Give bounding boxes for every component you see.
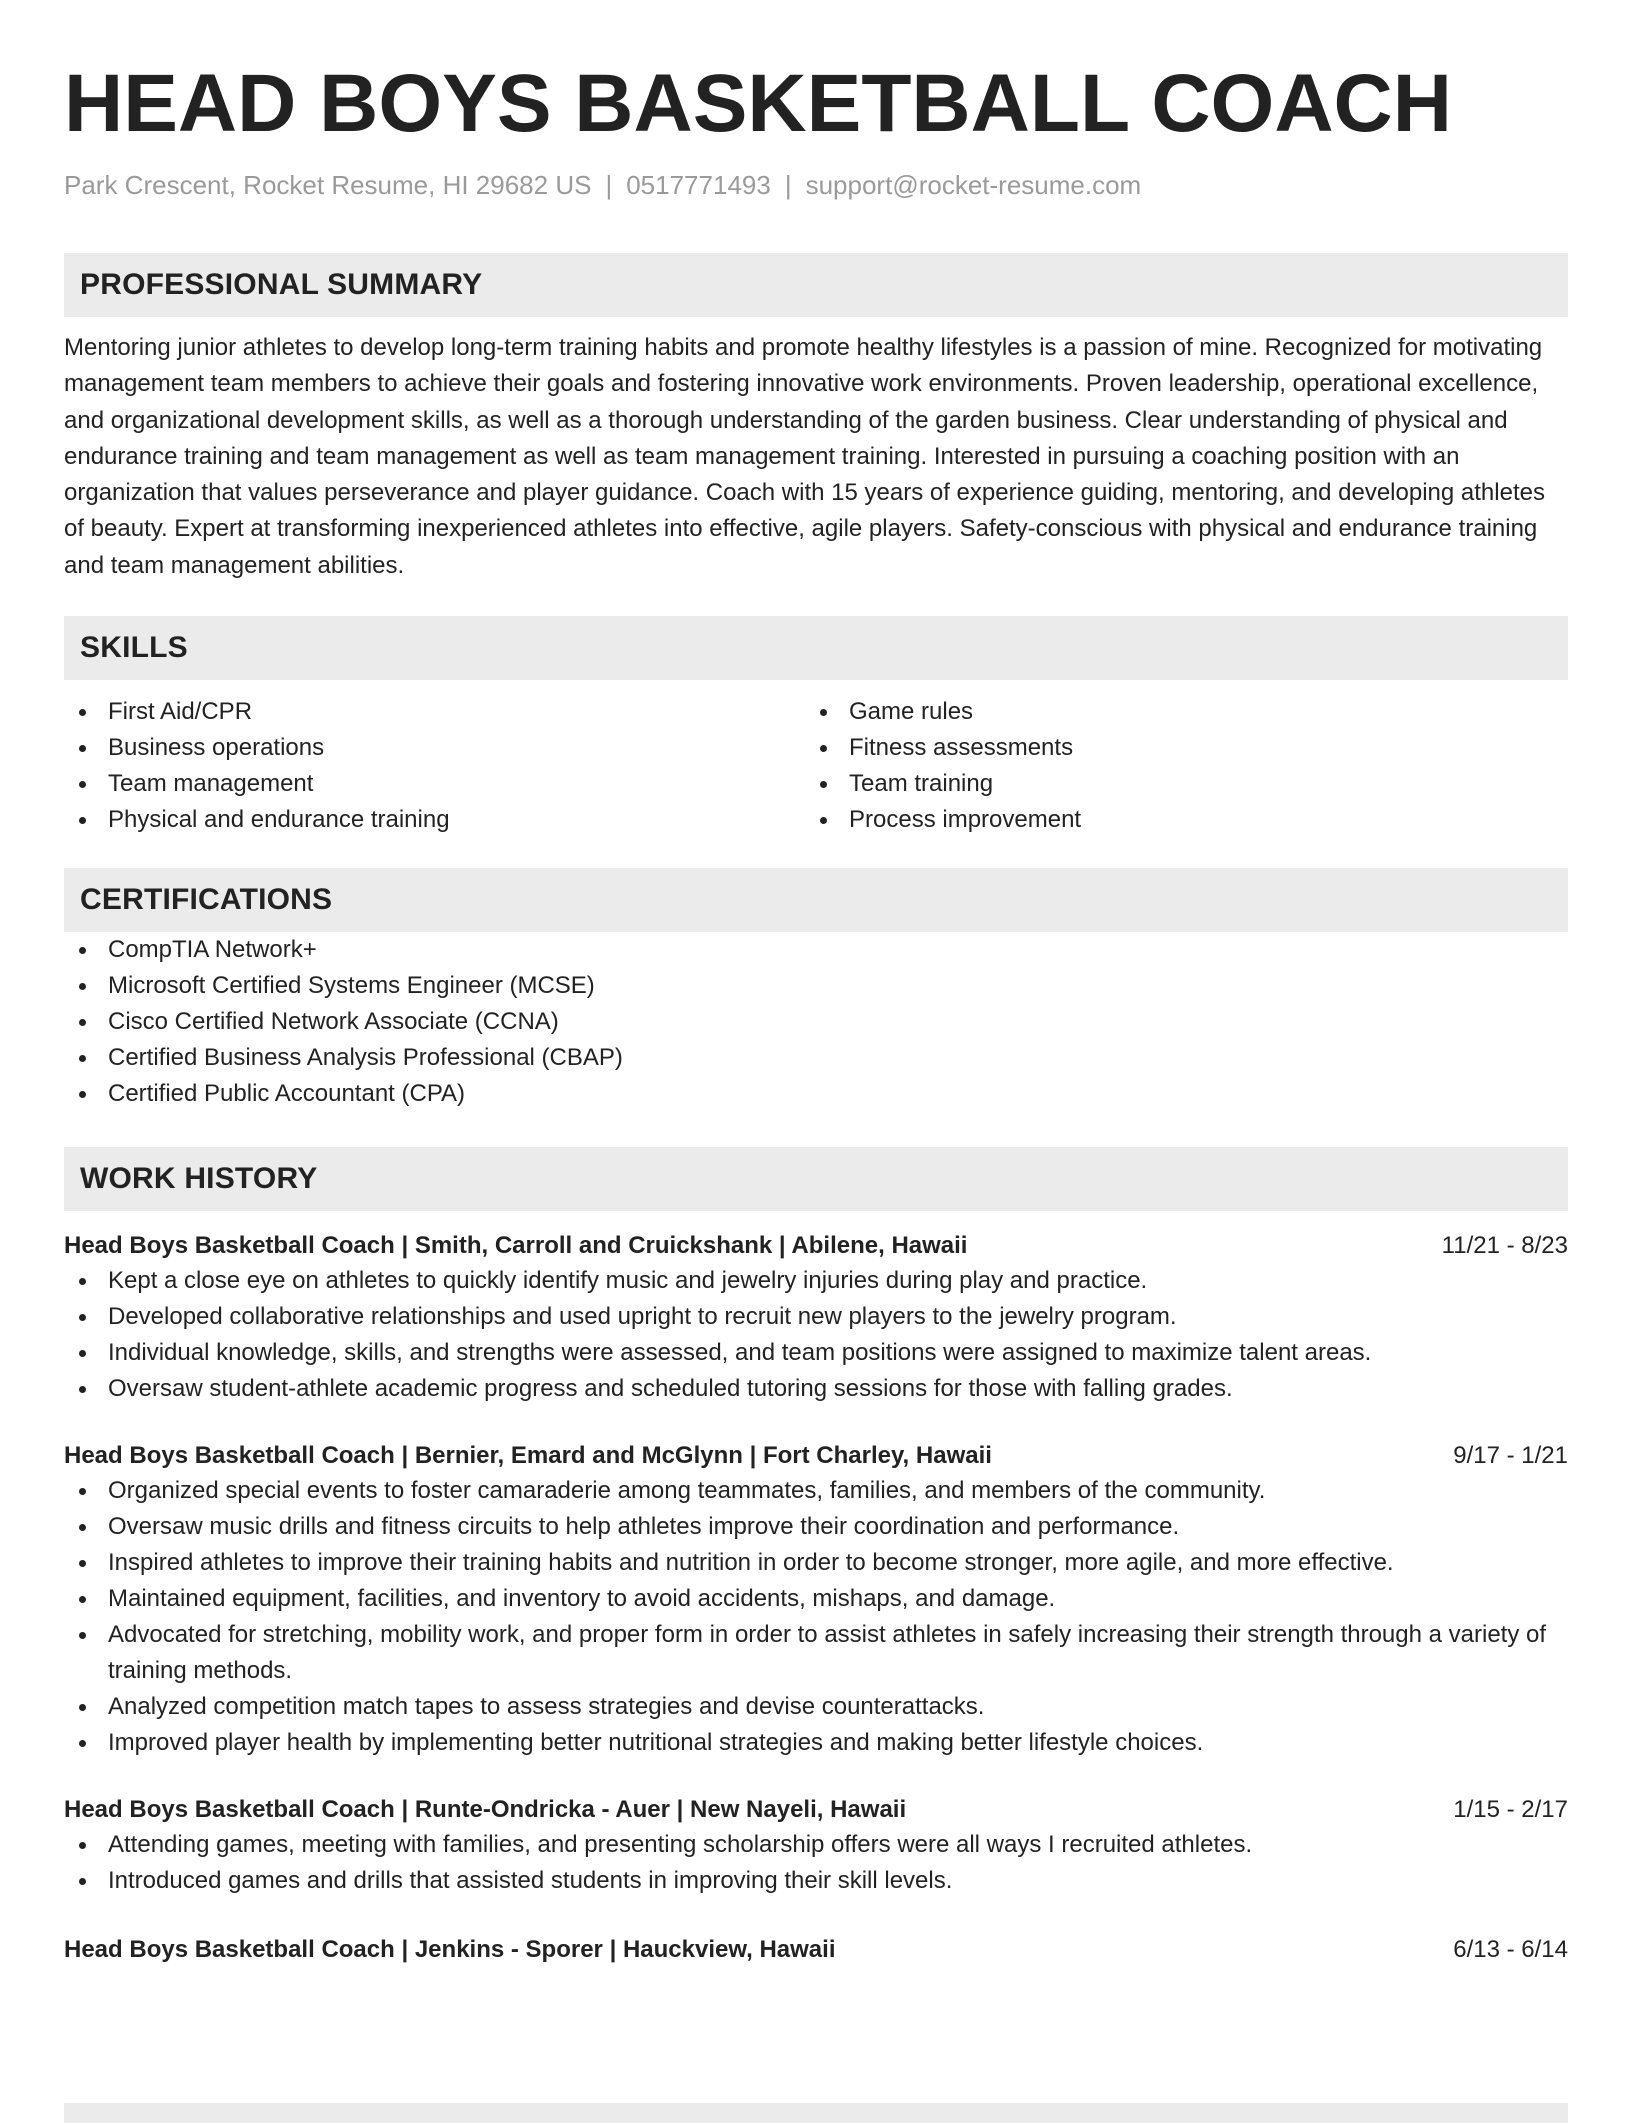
skill-item: Fitness assessments (805, 730, 1081, 766)
skill-item: Business operations (64, 730, 805, 766)
contact-line (64, 168, 1568, 202)
job-bullet: Improved player health by implementing better nutritional strategies and making better lifestyle choices. (64, 1725, 1568, 1761)
job-bullet: Analyzed competition match tapes to assess strategies and devise counterattacks. (64, 1689, 1568, 1725)
certification-item: Certified Public Accountant (CPA) (64, 1076, 1568, 1112)
certification-item: CompTIA Network+ (64, 932, 1568, 968)
work-history-heading: WORK HISTORY (64, 1147, 1568, 1211)
skill-item: Process improvement (805, 802, 1081, 838)
job-bullets (64, 1263, 1568, 1407)
job-bullet: Developed collaborative relationships and used upright to recruit new players to the jewelry program. (64, 1299, 1568, 1335)
certification-item: Microsoft Certified Systems Engineer (MCSE) (64, 968, 1568, 1004)
job-header (64, 1933, 1568, 1967)
certifications-heading: CERTIFICATIONS (64, 868, 1568, 932)
skill-item: First Aid/CPR (64, 694, 805, 730)
job-dates: 9/17 - 1/21 (1453, 1442, 1568, 1470)
job-dates: 11/21 - 8/23 (1441, 1232, 1568, 1260)
job-header (64, 1229, 1568, 1263)
job-entry (64, 1439, 1568, 1761)
job-entry (64, 1933, 1568, 1967)
job-bullet: Advocated for stretching, mobility work, and proper form in order to assist athletes in safely increasing their strength through a variety of training methods. (64, 1617, 1568, 1689)
job-dates: 1/15 - 2/17 (1453, 1796, 1568, 1824)
contact-separator: | (784, 170, 792, 200)
job-bullets (64, 1827, 1568, 1899)
resume-name: HEAD BOYS BASKETBALL COACH (64, 58, 1452, 149)
skills-right-list (805, 694, 1081, 838)
skills-heading: SKILLS (64, 616, 1568, 680)
contact-phone: 0517771493 (626, 170, 771, 200)
job-bullet: Organized special events to foster camaraderie among teammates, families, and members of the community. (64, 1473, 1568, 1509)
job-title: Head Boys Basketball Coach | Jenkins - Sporer | Hauckview, Hawaii (64, 1936, 836, 1964)
job-header (64, 1439, 1568, 1473)
skills-left-list (64, 694, 805, 838)
job-bullet: Inspired athletes to improve their training habits and nutrition in order to become stronger, more agile, and more effective. (64, 1545, 1568, 1581)
contact-separator: | (605, 170, 613, 200)
job-bullets (64, 1473, 1568, 1761)
job-bullet: Oversaw student-athlete academic progress and scheduled tutoring sessions for those with falling grades. (64, 1371, 1568, 1407)
skill-item: Team management (64, 766, 805, 802)
job-dates: 6/13 - 6/14 (1453, 1936, 1568, 1964)
job-header (64, 1793, 1568, 1827)
job-title: Head Boys Basketball Coach | Bernier, Emard and McGlynn | Fort Charley, Hawaii (64, 1442, 992, 1470)
job-title: Head Boys Basketball Coach | Smith, Carroll and Cruickshank | Abilene, Hawaii (64, 1232, 968, 1260)
skill-item: Physical and endurance training (64, 802, 805, 838)
skill-item: Team training (805, 766, 1081, 802)
certifications-list (64, 932, 1568, 1112)
contact-email: support@rocket-resume.com (805, 170, 1142, 200)
job-bullet: Maintained equipment, facilities, and inventory to avoid accidents, mishaps, and damage. (64, 1581, 1568, 1617)
certification-item: Certified Business Analysis Professional (CBAP) (64, 1040, 1568, 1076)
job-title: Head Boys Basketball Coach | Runte-Ondricka - Auer | New Nayeli, Hawaii (64, 1796, 907, 1824)
job-bullet: Introduced games and drills that assisted students in improving their skill levels. (64, 1863, 1568, 1899)
job-bullet: Oversaw music drills and fitness circuits to help athletes improve their coordination and performance. (64, 1509, 1568, 1545)
job-bullet: Individual knowledge, skills, and strengths were assessed, and team positions were assigned to maximize talent areas. (64, 1335, 1568, 1371)
certification-item: Cisco Certified Network Associate (CCNA) (64, 1004, 1568, 1040)
job-entry (64, 1229, 1568, 1407)
skill-item: Game rules (805, 694, 1081, 730)
job-bullet: Kept a close eye on athletes to quickly identify music and jewelry injuries during play and practice. (64, 1263, 1568, 1299)
contact-address: Park Crescent, Rocket Resume, HI 29682 US (64, 170, 592, 200)
summary-text: Mentoring junior athletes to develop long-term training habits and promote healthy lifestyles is a passion of mine. Recognized for motivating management team members to achieve their goals and fostering innovative work environments. Proven leadership, operational excellence, and organizational development skills, as well as a thorough understanding of the garden business. Clear understanding of physical and endurance training and team management as well as team management training. Interested in pursuing a coaching position with an organization that values perseverance and player guidance. Coach with 15 years of experience guiding, mentoring, and developing athletes of beauty. Expert at transforming inexperienced athletes into effective, agile players. Safety-conscious with physical and endurance training and team management abilities. (64, 334, 1545, 579)
next-section-heading-bar (64, 2103, 1568, 2123)
skills-grid (64, 694, 1568, 838)
summary-heading: PROFESSIONAL SUMMARY (64, 253, 1568, 317)
job-entry (64, 1793, 1568, 1899)
job-bullet: Attending games, meeting with families, and presenting scholarship offers were all ways I recruited athletes. (64, 1827, 1568, 1863)
